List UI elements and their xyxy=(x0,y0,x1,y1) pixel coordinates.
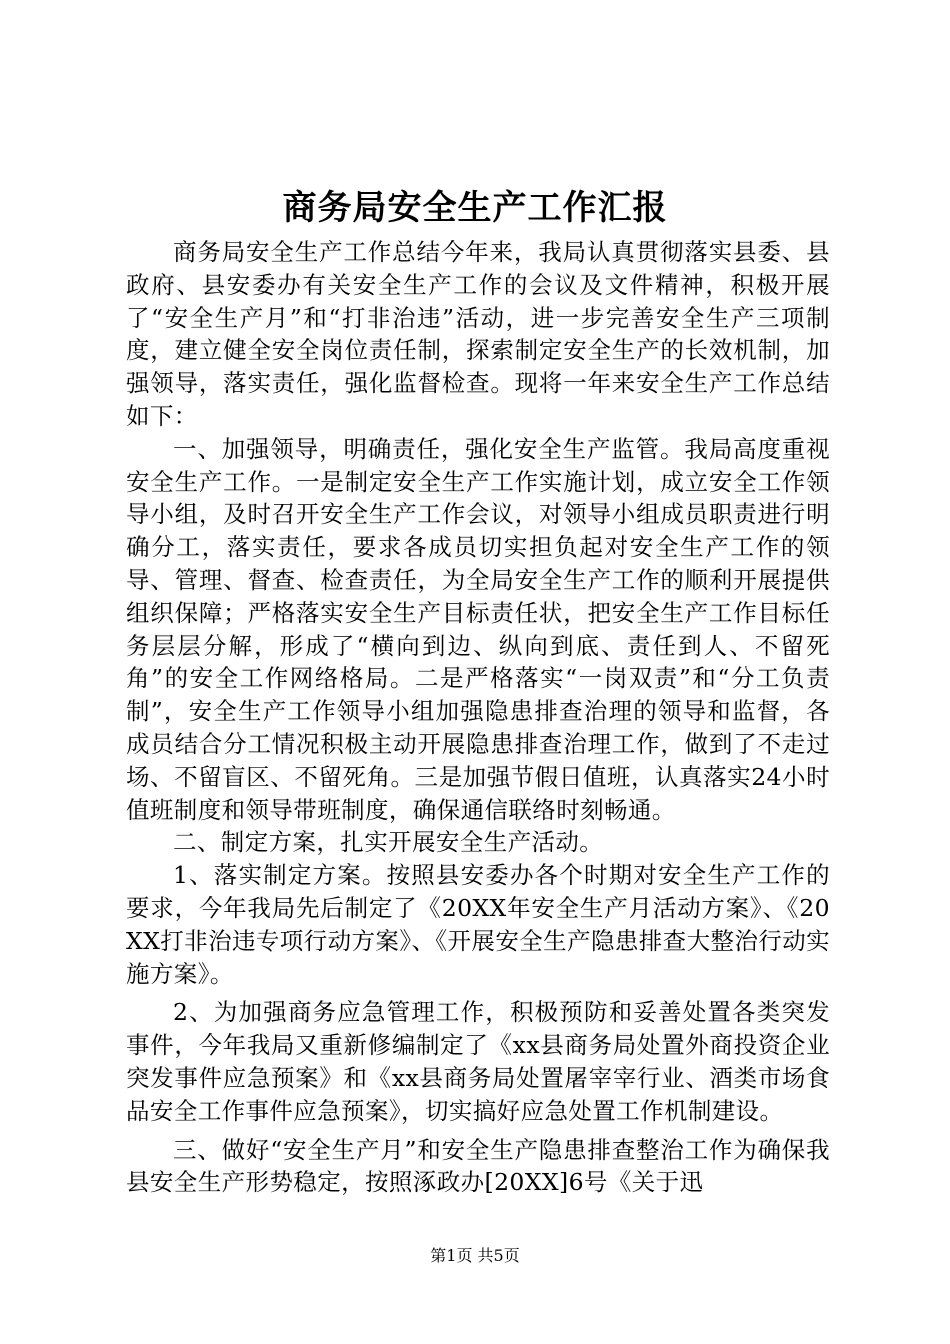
paragraph-section-1: 一、加强领导，明确责任，强化安全生产监管。我局高度重视安全生产工作。一是制定安全生产工作实施计划，成立安全工作领导小组，及时召开安全生产工作会议，对领导小组成员职责进行明确分工，落实责任，要求各成员切实担负起对安全生产工作的领导、管理、督查、检查责任，为全局安全生产工作的顺利开展提供组织保障；严格落实安全生产目标责任状，把安全生产工作目标任务层层分解，形成了“横向到边、纵向到底、责任到人、不留死角”的安全工作网络格局。二是严格落实“一岗双责”和“分工负责制”，安全生产工作领导小组加强隐患排查治理的领导和监督，各成员结合分工情况积极主动开展隐患排查治理工作，做到了不走过场、不留盲区、不留死角。三是加强节假日值班，认真落实24小时值班制度和领导带班制度，确保通信联络时刻畅通。 xyxy=(126,434,830,824)
paragraph-intro: 商务局安全生产工作总结今年来，我局认真贯彻落实县委、县政府、县安委办有关安全生产工作的会议及文件精神，积极开展了“安全生产月”和“打非治违”活动，进一步完善安全生产三项制度，建立健全安全岗位责任制，探索制定安全生产的长效机制，加强领导，落实责任，强化监督检查。现将一年来安全生产工作总结如下： xyxy=(126,238,830,430)
document-title: 商务局安全生产工作汇报 xyxy=(282,188,668,228)
document-body xyxy=(126,236,830,1199)
paragraph-item-2: 2、为加强商务应急管理工作，积极预防和妥善处置各类突发事件，今年我局又重新修编制定了《xx县商务局处置外商投资企业突发事件应急预案》和《xx县商务局处置屠宰宰行业、酒类市场食品安全工作事件应急预案》，切实搞好应急处置工作机制建设。 xyxy=(126,998,830,1125)
paragraph-item-1: 1、落实制定方案。按照县安委办各个时期对安全生产工作的要求，今年我局先后制定了《20XX年安全生产月活动方案》、《20XX打非治违专项行动方案》、《开展安全生产隐患排查大整治行动实施方案》。 xyxy=(126,861,830,988)
paragraph-section-3: 三、做好“安全生产月”和安全生产隐患排查整治工作为确保我县安全生产形势稳定，按照涿政办[20XX]6号《关于迅 xyxy=(126,1135,830,1197)
page-indicator: 第1页 共5页 xyxy=(430,1246,520,1265)
paragraph-section-2-heading: 二、制定方案，扎实开展安全生产活动。 xyxy=(173,828,604,857)
